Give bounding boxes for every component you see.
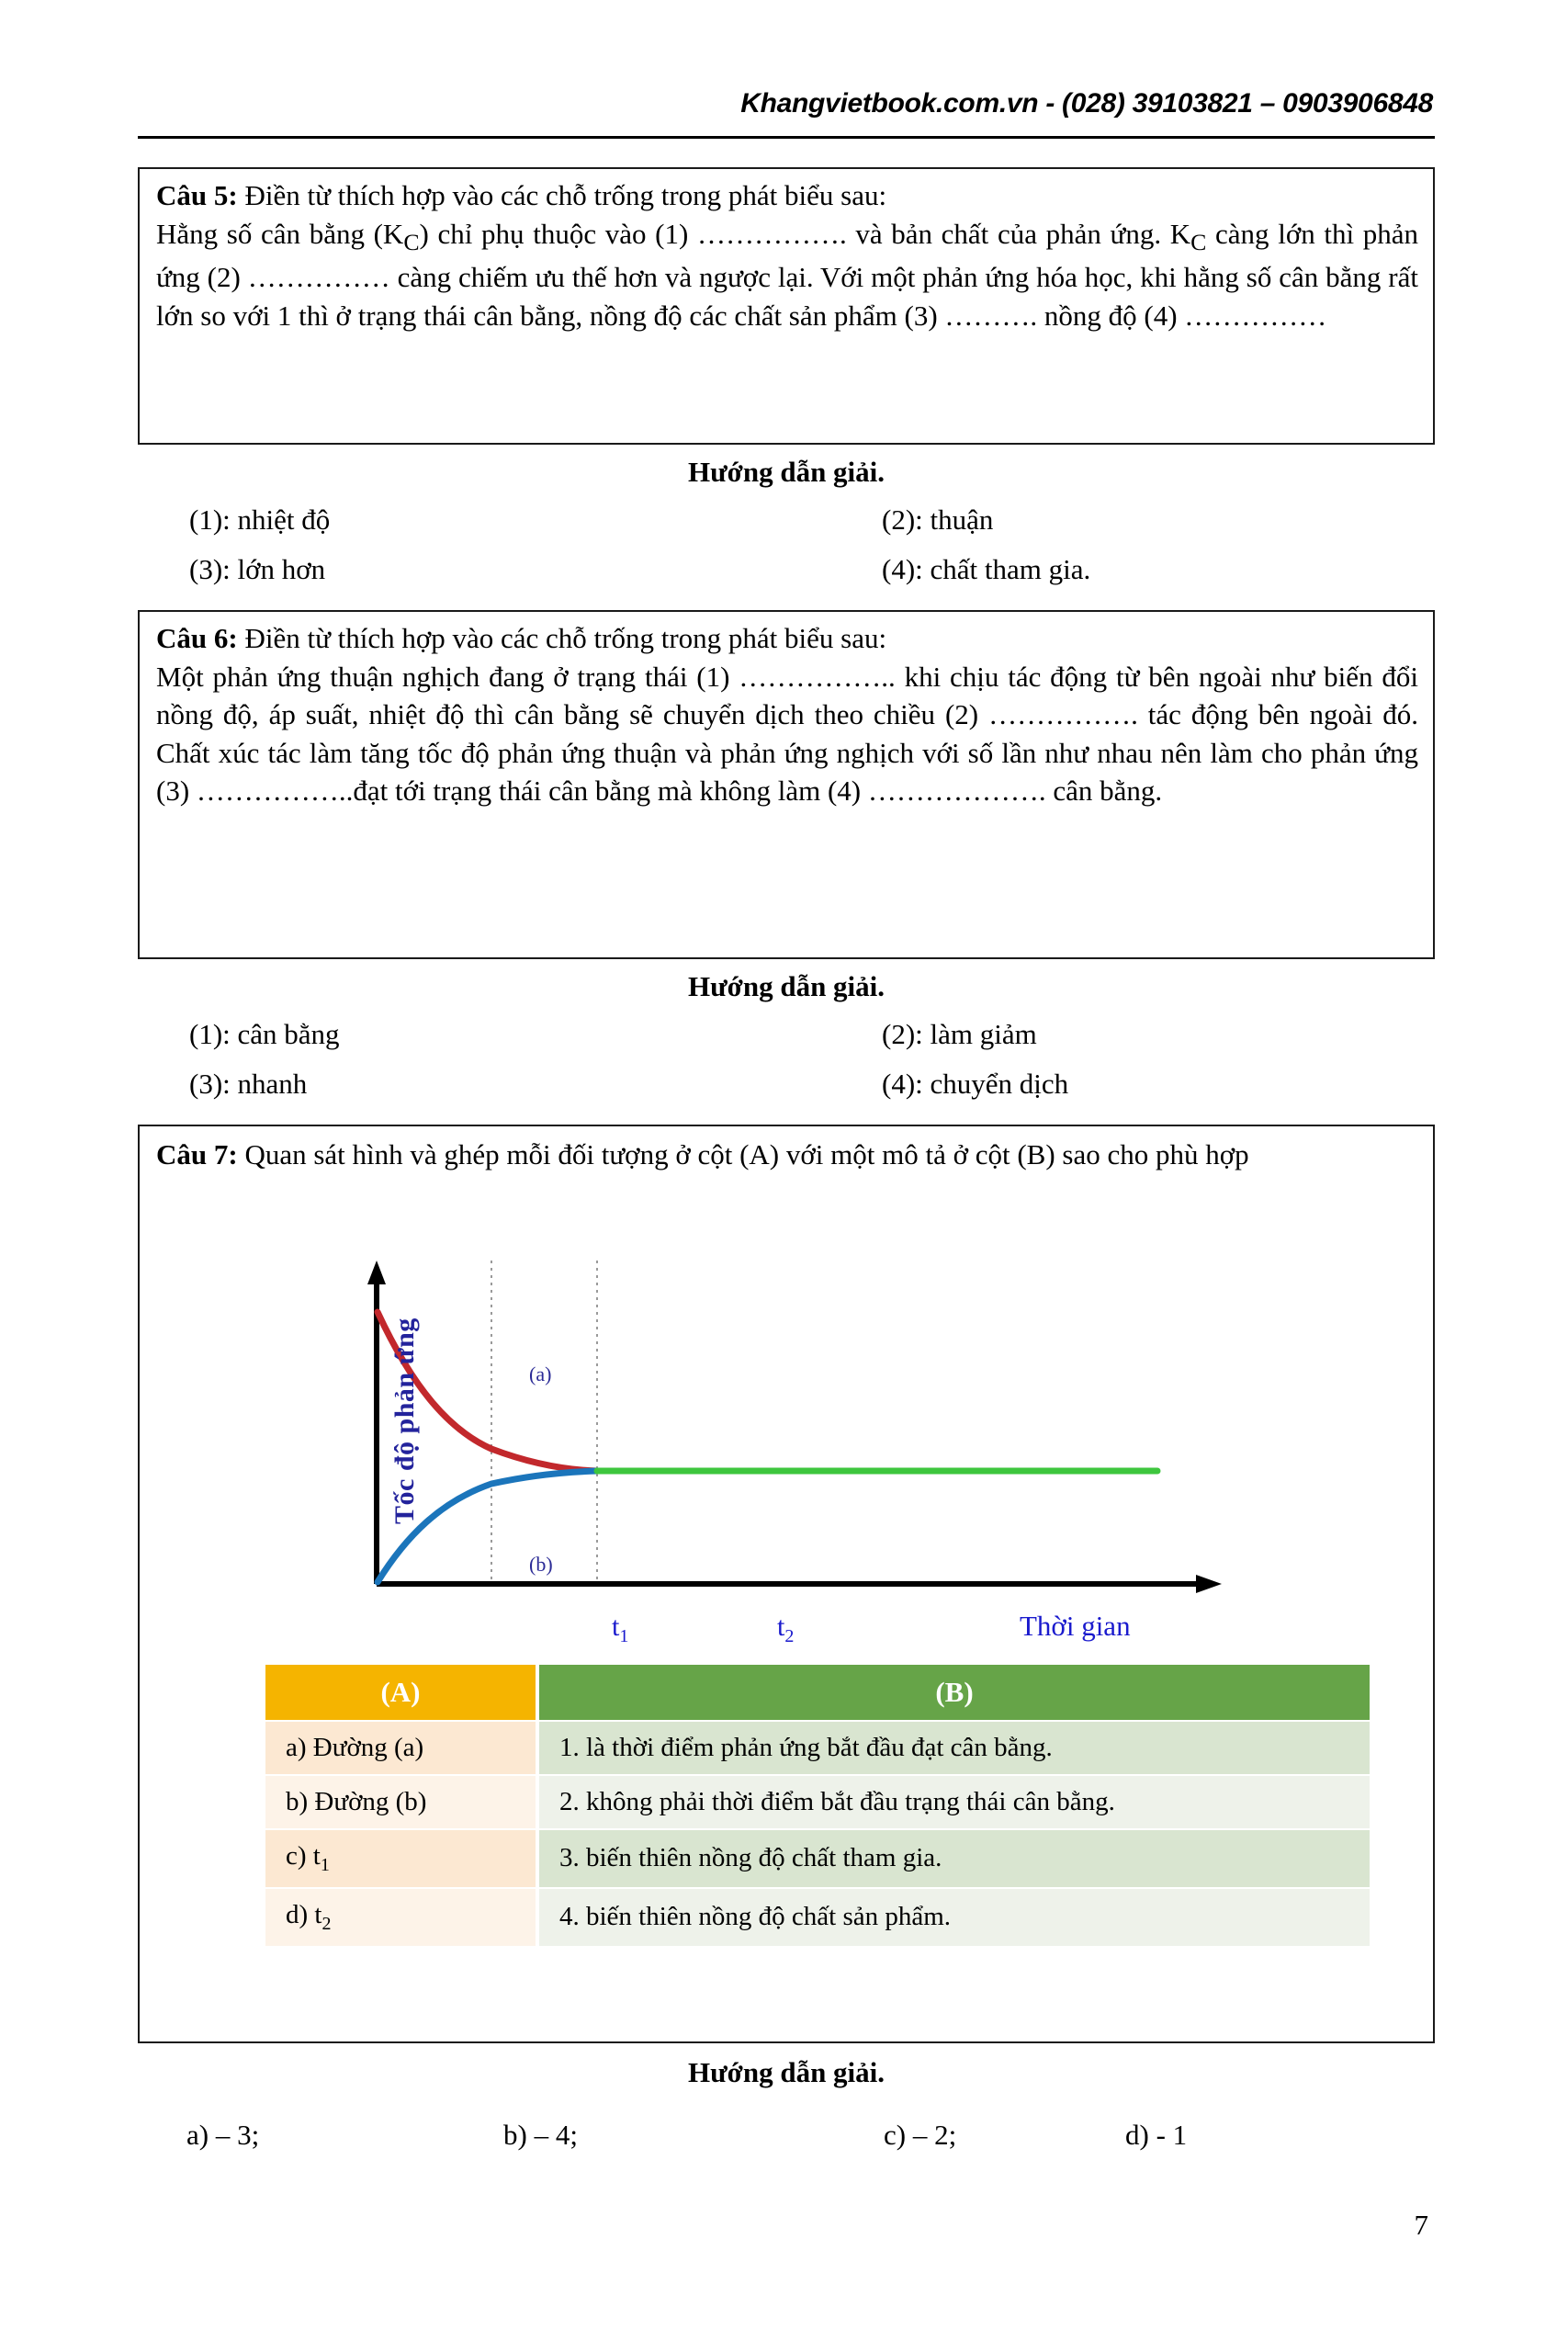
answer-5-2-left: (3): lớn hơn bbox=[189, 553, 326, 585]
question-5-body bbox=[156, 215, 1418, 335]
solution-heading-7: Hướng dẫn giải. bbox=[687, 2056, 886, 2088]
column-header-b: (B) bbox=[539, 1665, 1370, 1720]
x-tick-t1 bbox=[612, 1611, 628, 1647]
row-3-cell-a[interactable] bbox=[265, 1830, 536, 1887]
table-row[interactable] bbox=[265, 1722, 1370, 1774]
answer-7-c: c) – 2; bbox=[884, 2119, 957, 2151]
kc-subscript-1: C bbox=[403, 228, 420, 255]
answer-6-1-left: (1): cân bằng bbox=[189, 1018, 340, 1050]
table-row[interactable] bbox=[265, 1830, 1370, 1887]
x-tick-t1-base: t bbox=[612, 1611, 620, 1642]
row-4-cell-b[interactable]: 4. biến thiên nồng độ chất sản phẩm. bbox=[539, 1889, 1370, 1946]
table-row[interactable] bbox=[265, 1889, 1370, 1946]
answer-7-b: b) – 4; bbox=[503, 2119, 578, 2151]
x-tick-t2 bbox=[777, 1611, 794, 1647]
question-5-prompt bbox=[156, 176, 1418, 215]
chart-y-axis-label: Tốc độ phản ứng bbox=[389, 1317, 420, 1525]
question-7-label: Câu 7: bbox=[156, 1138, 238, 1170]
answer-7-a: a) – 3; bbox=[186, 2119, 260, 2151]
y-axis-arrow bbox=[367, 1261, 386, 1284]
question-5-body-part3: càng lớn thì phản ứng (2) …………… càng chiếm ưu thế hơn và ngược lại. Với một phản ứng hóa học, khi hằng số cân bằng rất lớn so với 1 thì ở trạng thái cân bằng, nồng độ các chất sản phẩm (3) ………. nồng độ (4) …………… bbox=[156, 217, 1418, 332]
page-number: 7 bbox=[1414, 2209, 1428, 2241]
question-5-label: Câu 5: bbox=[156, 179, 238, 211]
curve-label-a: (a) bbox=[529, 1363, 552, 1385]
question-6-box bbox=[138, 610, 1435, 959]
row-2-cell-b[interactable]: 2. không phải thời điểm bắt đầu trạng thái cân bằng. bbox=[539, 1776, 1370, 1828]
x-tick-t1-sub: 1 bbox=[619, 1626, 629, 1646]
question-5-body-part1: Hằng số cân bằng (K bbox=[156, 217, 404, 250]
question-5-body-part2: ) chỉ phụ thuộc vào (1) ……………. và bản chất của phản ứng. K bbox=[419, 217, 1191, 250]
matching-table bbox=[262, 1663, 1373, 1948]
answer-5-1-right: (2): thuận bbox=[882, 503, 994, 536]
answer-5-2-right: (4): chất tham gia. bbox=[882, 553, 1091, 585]
answer-7-d: d) - 1 bbox=[1125, 2119, 1188, 2151]
question-7-prompt-text: Quan sát hình và ghép mỗi đối tượng ở cột (A) với một mô tả ở cột (B) sao cho phù hợp bbox=[237, 1138, 1249, 1170]
row-1-cell-a[interactable]: a) Đường (a) bbox=[265, 1722, 536, 1774]
row-3-cell-a-sub: 1 bbox=[320, 1854, 330, 1875]
x-tick-t2-sub: 2 bbox=[784, 1626, 795, 1646]
question-6-prompt bbox=[156, 619, 1418, 658]
row-4-cell-a[interactable] bbox=[265, 1889, 536, 1946]
header-divider bbox=[138, 136, 1435, 139]
answer-6-2-left: (3): nhanh bbox=[189, 1068, 308, 1100]
answer-5-1-left: (1): nhiệt độ bbox=[189, 503, 331, 536]
row-4-cell-a-sub: 2 bbox=[321, 1913, 332, 1934]
row-3-cell-b[interactable]: 3. biến thiên nồng độ chất tham gia. bbox=[539, 1830, 1370, 1887]
column-header-a: (A) bbox=[265, 1665, 536, 1720]
solution-heading-5: Hướng dẫn giải. bbox=[687, 456, 886, 488]
reaction-rate-chart bbox=[230, 1261, 1240, 1646]
row-4-cell-a-base: d) t bbox=[286, 1899, 322, 1929]
curve-label-b: (b) bbox=[529, 1553, 553, 1576]
table-header-row bbox=[265, 1665, 1370, 1720]
kc-subscript-2: C bbox=[1190, 228, 1207, 255]
chart-svg bbox=[230, 1261, 1240, 1646]
row-2-cell-a[interactable]: b) Đường (b) bbox=[265, 1776, 536, 1828]
row-1-cell-b[interactable]: 1. là thời điểm phản ứng bắt đầu đạt cân bằng. bbox=[539, 1722, 1370, 1774]
solution-heading-6: Hướng dẫn giải. bbox=[687, 970, 886, 1002]
question-5-prompt-text: Điền từ thích hợp vào các chỗ trống trong phát biểu sau: bbox=[237, 179, 887, 211]
question-6-label: Câu 6: bbox=[156, 622, 238, 654]
x-tick-t2-base: t bbox=[777, 1611, 785, 1642]
row-3-cell-a-base: c) t bbox=[286, 1841, 321, 1871]
question-6-prompt-text: Điền từ thích hợp vào các chỗ trống trong phát biểu sau: bbox=[237, 622, 887, 654]
question-5-box bbox=[138, 167, 1435, 445]
table-row[interactable] bbox=[265, 1776, 1370, 1828]
question-6-body: Một phản ứng thuận nghịch đang ở trạng thái (1) …………….. khi chịu tác động từ bên ngoài như biến đổi nồng độ, áp suất, nhiệt độ thì cân bằng sẽ chuyển dịch theo chiều (2) ……………. tác động bên ngoài đó. Chất xúc tác làm tăng tốc độ phản ứng thuận và phản ứng nghịch với số lần như nhau nên làm cho phản ứng (3) ……………..đạt tới trạng thái cân bằng mà không làm (4) ………………. cân bằng. bbox=[156, 660, 1418, 808]
chart-x-axis-label: Thời gian bbox=[1020, 1610, 1131, 1642]
question-7-prompt bbox=[156, 1136, 1418, 1174]
answer-6-2-right: (4): chuyển dịch bbox=[882, 1068, 1069, 1100]
page-header: Khangvietbook.com.vn - (028) 39103821 – 0903906848 bbox=[740, 88, 1433, 119]
answer-6-1-right: (2): làm giảm bbox=[882, 1018, 1037, 1050]
x-axis-arrow bbox=[1196, 1575, 1222, 1593]
